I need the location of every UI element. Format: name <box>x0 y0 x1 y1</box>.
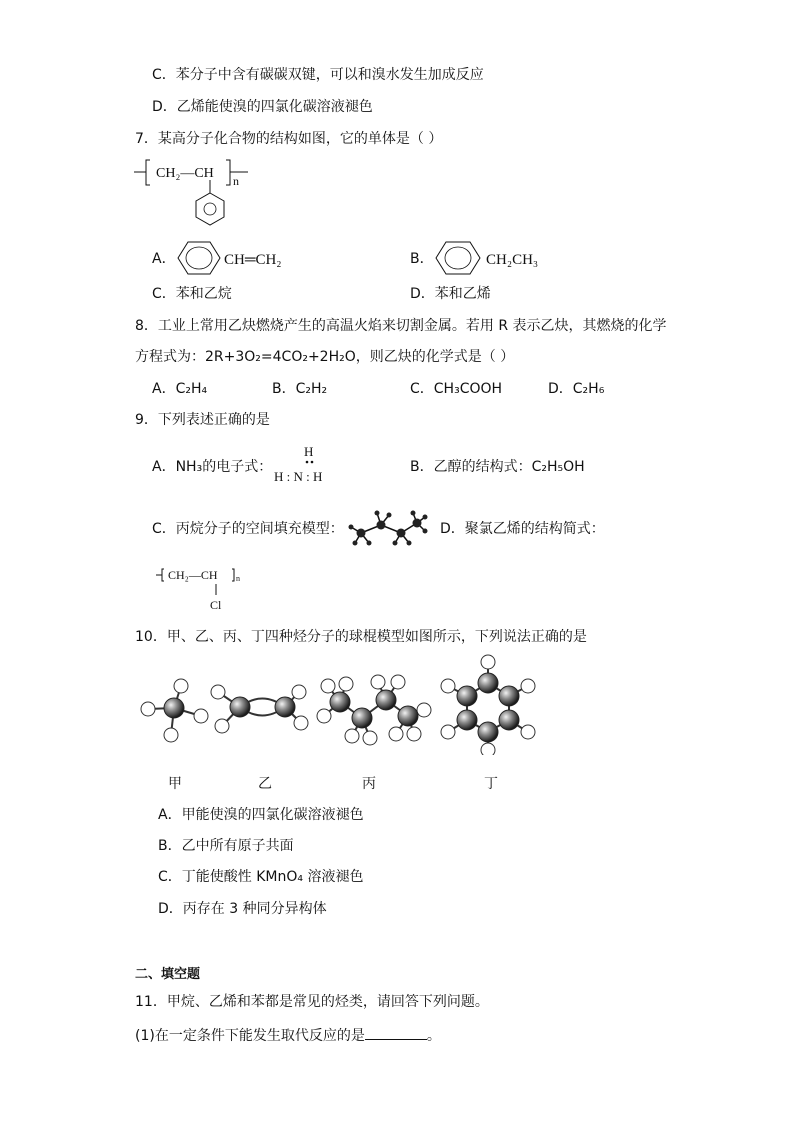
q9-pvc-cl: Cl <box>210 598 222 612</box>
model-butane <box>317 675 431 745</box>
q11-stem: 11．甲烷、乙烯和苯都是常见的烃类，请回答下列问题。 <box>135 994 489 1010</box>
q10-label-bing: 丙 <box>362 776 376 792</box>
model-benzene <box>441 655 535 755</box>
q10-label-ding: 丁 <box>484 776 498 792</box>
q10-ball-stick-models <box>130 650 560 755</box>
q7-option-b-formula: CH₂CH₃ <box>486 252 539 268</box>
q7-option-d: D．苯和乙烯 <box>410 286 491 302</box>
q9-nh3-electron-formula <box>270 443 350 485</box>
q8-option-b: B．C₂H₂ <box>272 381 328 397</box>
q9-pvc-structure <box>150 560 260 615</box>
q6-option-c: C．苯分子中含有碳碳双键，可以和溴水发生加成反应 <box>152 67 484 83</box>
q10-stem: 10．甲、乙、丙、丁四种烃分子的球棍模型如图所示，下列说法正确的是 <box>135 629 587 645</box>
q10-label-jia: 甲 <box>168 776 182 792</box>
q7-option-a-formula: CH═CH₂ <box>224 252 282 268</box>
q7-option-c: C．苯和乙烷 <box>152 286 232 302</box>
q8-option-d: D．C₂H₆ <box>548 381 605 397</box>
q7-option-a-structure <box>176 238 296 278</box>
q6-option-d: D．乙烯能使溴的四氯化碳溶液褪色 <box>152 99 373 115</box>
q7-stem: 7．某高分子化合物的结构如图，它的单体是（ ） <box>135 131 443 147</box>
model-ethylene <box>211 685 308 733</box>
q9-option-a: A．NH₃的电子式： <box>152 459 273 475</box>
q10-option-a: A．甲能使溴的四氯化碳溶液褪色 <box>158 807 364 823</box>
q7-polymer-structure <box>130 155 260 230</box>
q9-pvc-subscript: n <box>236 574 240 583</box>
q11-part1-answer-blank[interactable] <box>365 1025 427 1040</box>
q7-option-b-label: B． <box>410 251 434 267</box>
section-heading: 二、填空题 <box>135 967 201 982</box>
q9-pvc-formula: CH₂—CH <box>168 568 218 582</box>
q9-stem: 9．下列表述正确的是 <box>135 412 270 428</box>
q11-part1-text: (1)在一定条件下能发生取代反应的是 <box>135 1028 365 1044</box>
q7-polymer-formula: CH₂—CH <box>156 166 214 181</box>
q11-part1 <box>135 1025 441 1045</box>
q10-option-c: C．丁能使酸性 KMnO₄ 溶液褪色 <box>158 869 364 885</box>
q9-option-d: D．聚氯乙烯的结构简式： <box>440 521 605 537</box>
model-methane <box>141 679 208 742</box>
q11-part1-end: 。 <box>426 1028 441 1044</box>
q9-electron-h-top: H <box>304 444 314 459</box>
q9-option-c: C．丙烷分子的空间填充模型： <box>152 521 344 537</box>
q7-polymer-subscript: n <box>233 174 239 188</box>
q10-label-yi: 乙 <box>258 776 272 792</box>
q8-stem-line1: 8．工业上常用乙炔燃烧产生的高温火焰来切割金属。若用 R 表示乙炔，其燃烧的化学 <box>135 318 667 334</box>
q8-option-c: C．CH₃COOH <box>410 381 503 397</box>
q8-stem-line2: 方程式为：2R+3O₂=4CO₂+2H₂O，则乙炔的化学式是（ ） <box>135 349 515 365</box>
q9-electron-row: H : N : H <box>274 469 323 484</box>
q8-option-a: A．C₂H₄ <box>152 381 208 397</box>
q9-option-b: B．乙醇的结构式：C₂H₅OH <box>410 459 585 475</box>
q7-option-a-label: A． <box>152 251 176 267</box>
q10-option-b: B．乙中所有原子共面 <box>158 838 294 854</box>
q9-propane-model <box>345 505 430 549</box>
q7-option-b-structure <box>434 238 564 278</box>
q10-option-d: D．丙存在 3 种同分异构体 <box>158 901 327 917</box>
